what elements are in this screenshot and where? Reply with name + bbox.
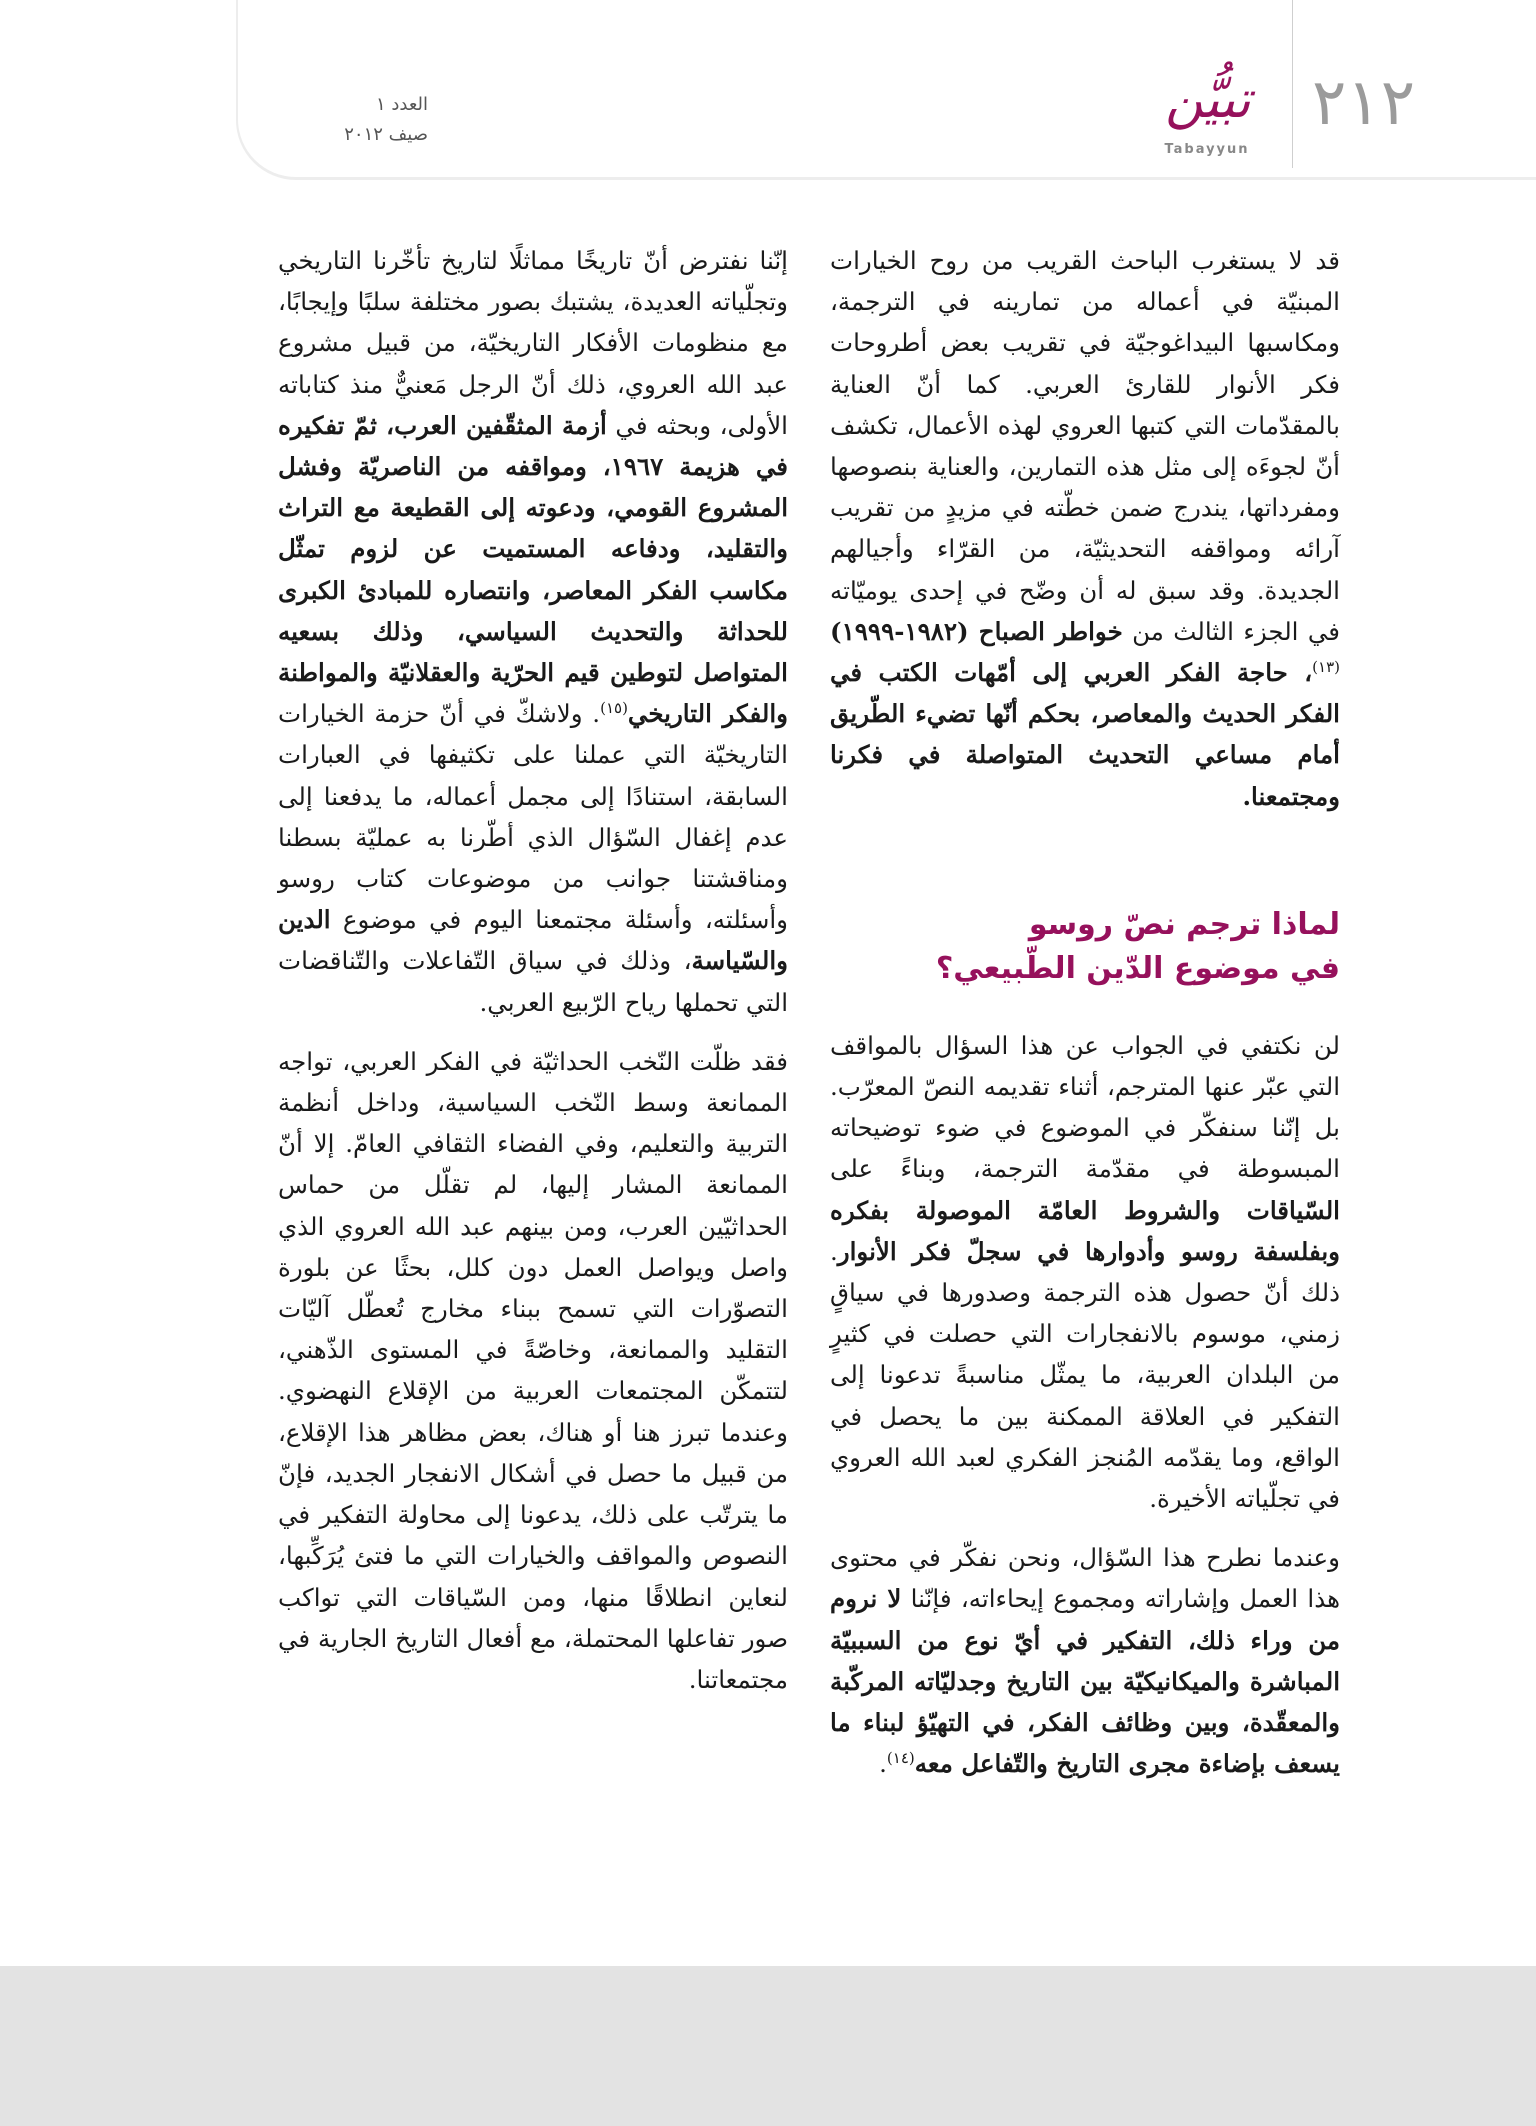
p3-bold: لا نروم من وراء ذلك، التفكير في أيّ نوع من السببيّة المباشرة والميكانيكيّة بين التاريخ وجدليّاته المركّبة والمعقّدة، وبين وظائف الفكر، في التهيّؤ لبناء ما يسعف بإضاءة مجرى التاريخ والتّفاعل معه (830, 1584, 1340, 1779)
header-divider (1292, 0, 1293, 168)
tabayyun-logo (1128, 70, 1278, 170)
lp1-bold-2: الدين والسّياسة (278, 905, 788, 976)
section-title (830, 903, 1340, 991)
section-title-line2: في موضوع الدّين الطّبيعي؟ (935, 950, 1340, 986)
section-title-line1: لماذا ترجم نصّ روسو (1028, 906, 1340, 942)
footer-band (0, 1966, 1536, 2126)
intro-text: قد لا يستغرب الباحث القريب من روح الخيارات المبنيّة في أعماله من تمارينه في الترجمة، ومكاسبها البيداغوجيّة في تقريب بعض أطروحات فكر الأنوار للقارئ العربي. كما أنّ العناية بالمقدّمات التي كتبها العروي لهذه الأعمال، تكشف أنّ لجوءَه إلى مثل هذه التمارين، والعناية بنصوصها ومفرداتها، يندرج ضمن خطّته في مزيدٍ من تقريب آرائه ومواقفه التحديثيّة، من القرّاء وأجيالهم الجديدة. وقد سبق له أن وضّح في إحدى يوميّاته في الجزء الثالث من (830, 246, 1340, 646)
logo-arabic: تبيُّن (1165, 70, 1251, 130)
paragraph-3: وعندما نطرح هذا السّؤال، ونحن نفكّر في محتوى هذا العمل وإشاراته ومجموع إيحاءاته، فإنّنا لا نروم من وراء ذلك، التفكير في أيّ نوع من السببيّة المباشرة والميكانيكيّة بين التاريخ وجدليّاته المركّبة والمعقّدة، وبين وظائف الفكر، في التهيّؤ لبناء ما يسعف بإضاءة مجرى التاريخ والتّفاعل معه$^{(١٤)}$. (830, 1543, 1340, 1779)
footnote-ref-13: ١٣ (1318, 657, 1335, 676)
book-title: خواطر الصباح (١٩٨٢-١٩٩٩) (830, 616, 1123, 646)
lp1-text-f: ، وذلك في سياق التّفاعلات والتّناقضات التي تحملها رياح الرّبيع العربي. (278, 946, 788, 1017)
page-number: ٢١٢ (1312, 66, 1416, 140)
intro-paragraph: قد لا يستغرب الباحث القريب من روح الخيارات المبنيّة في أعماله من تمارينه في الترجمة، ومكاسبها البيداغوجيّة في تقريب بعض أطروحات فكر الأنوار للقارئ العربي. كما أنّ العناية بالمقدّمات التي كتبها العروي لهذه الأعمال، تكشف أنّ لجوءَه إلى مثل هذه التمارين، والعناية بنصوصها ومفرداتها، يندرج ضمن خطّته في مزيدٍ من تقريب آرائه ومواقفه التحديثيّة، من القرّاء وأجيالهم الجديدة. وقد سبق له أن وضّح في إحدى يوميّاته في الجزء الثالث من خواطر الصباح (١٩٨٢-١٩٩٩)$^{(١٣)}$، حاجة الفكر العربي إلى أمّهات الكتب في الفكر الحديث والمعاصر، بحكم أنّها تضيء الطّريق أمام مساعي التحديث المتواصلة في فكرنا ومجتمعنا. (830, 246, 1340, 811)
lp1-text-a: إنّنا نفترض أنّ تاريخًا مماثلًا لتاريخ تأخّرنا التاريخي وتجلّياته العديدة، يشتبك بصور مختلفة سلبًا وإيجابًا، مع منظومات الأفكار التاريخيّة، من قبيل مشروع عبد الله العروي، ذلك أنّ الرجل مَعنيٌّ منذ كتاباته الأولى، وبحثه في (278, 246, 788, 440)
intro-bold: ، حاجة الفكر العربي إلى أمّهات الكتب في الفكر الحديث والمعاصر، بحكم أنّها تضيء الطّريق أمام مساعي التحديث المتواصلة في فكرنا ومجتمعنا. (830, 658, 1340, 811)
paragraph-2 (830, 1025, 1340, 1519)
p2-bold: السّياقات والشروط العامّة الموصولة بفكره وبفلسفة روسو وأدوارها في سجلّ فكر الأنوار (830, 1195, 1340, 1266)
logo-latin: Tabayyun (1164, 142, 1250, 157)
header-panel (238, 0, 1536, 177)
left-paragraph-2: فقد ظلّت النّخب الحداثيّة في الفكر العربي، تواجه الممانعة وسط النّخب السياسية، وداخل أنظمة التربية والتعليم، وفي الفضاء الثقافي العامّ. إلا أنّ الممانعة المشار إليها، لم تقلّل من حماس الحداثيّين العرب، ومن بينهم عبد الله العروي الذي واصل ويواصل العمل دون كلل، بحثًا عن بلورة التصوّرات التي تسمح ببناء مخارج تُعطّل آليّات التقليد والممانعة، وخاصّةً في المستوى الذّهني، لتتمكّن المجتمعات العربية من الإقلاع النهضوي. وعندما تبرز هنا أو هناك، بعض مظاهر هذا الإقلاع، من قبيل ما حصل في أشكال الانفجار الجديد، فإنّ ما يترتّب على ذلك، يدعونا إلى محاولة التفكير في النصوص والمواقف والخيارات التي ما فتئ يُرَكِّبها، لنعاين انطلاقًا منها، ومن السّياقات التي تواكب صور تفاعلها المحتملة، مع أفعال التاريخ الجارية في مجتمعاتنا. (278, 1046, 788, 1694)
footnote-ref-15: ١٥ (605, 699, 623, 718)
p2-text-c: . ذلك أنّ حصول هذه الترجمة وصدورها في سياقٍ زمني، موسوم بالانفجارات التي حصلت في كثيرٍ من البلدان العربية، ما يمثّل مناسبةً تدعونا إلى التفكير في العلاقة الممكنة بين ما يحصل في الواقع، وما يقدّمه المُنجز الفكري لعبد الله العروي في تجلّياته الأخيرة. (830, 1236, 1340, 1514)
issue-info (278, 90, 428, 150)
p3-text-a: وعندما نطرح هذا السّؤال، ونحن نفكّر في محتوى هذا العمل وإشاراته ومجموع إيحاءاته، فإنّنا (830, 1543, 1340, 1614)
page-header (236, 0, 1536, 180)
footnote-ref-14: ١٤ (892, 1749, 909, 1768)
p2-text-a: لن نكتفي في الجواب عن هذا السؤال بالمواقف التي عبّر عنها المترجم، أثناء تقديمه النصّ المعرّب. بل إنّنا سنفكّر في الموضوع في ضوء توضيحاته المبسوطة في مقدّمة الترجمة، وبناءً على (830, 1030, 1340, 1184)
issue-date: صيف ٢٠١٢ (344, 124, 428, 145)
issue-label: العدد ١ (375, 94, 428, 115)
lp1-text-d: . ولاشكّ في أنّ حزمة الخيارات التاريخيّة التي عملنا على تكثيفها في العبارات السابقة، استنادًا إلى مجمل أعماله، ما يدفعنا إلى عدم إغفال السّؤال الذي أطّرنا به عمليّة بسطنا ومناقشتنا جوانب من موضوعات كتاب روسو وأسئلته، وأسئلة مجتمعنا اليوم في موضوع (278, 699, 788, 935)
left-paragraph-1: إنّنا نفترض أنّ تاريخًا مماثلًا لتاريخ تأخّرنا التاريخي وتجلّياته العديدة، يشتبك بصور مختلفة سلبًا وإيجابًا، مع منظومات الأفكار التاريخيّة، من قبيل مشروع عبد الله العروي، ذلك أنّ الرجل مَعنيٌّ منذ كتاباته الأولى، وبحثه في أزمة المثقّفين العرب، ثمّ تفكيره في هزيمة ١٩٦٧، ومواقفه من الناصريّة وفشل المشروع القومي، ودعوته إلى القطيعة مع التراث والتقليد، ودفاعه المستميت عن لزوم تمثّل مكاسب الفكر المعاصر، وانتصاره للمبادئ الكبرى للحداثة والتحديث السياسي، وذلك بسعيه المتواصل لتوطين قيم الحرّية والعقلانيّة والمواطنة والفكر التاريخي$^{(١٥)}$. ولاشكّ في أنّ حزمة الخيارات التاريخيّة التي عملنا على تكثيفها في العبارات السابقة، استنادًا إلى مجمل أعماله، ما يدفعنا إلى عدم إغفال السّؤال الذي أطّرنا به عمليّة بسطنا ومناقشتنا جوانب من موضوعات كتاب روسو وأسئلته، وأسئلة مجتمعنا اليوم في موضوع الدين والسّياسة، وذلك في سياق التّفاعلات والتّناقضات التي تحملها رياح الرّبيع العربي. (278, 246, 788, 1017)
p3-end: . (879, 1749, 887, 1779)
lp1-bold: أزمة المثقّفين العرب، ثمّ تفكيره في هزيمة ١٩٦٧، ومواقفه من الناصريّة وفشل المشروع القومي، ودعوته إلى القطيعة مع التراث والتقليد، ودفاعه المستميت عن لزوم تمثّل مكاسب الفكر المعاصر، وانتصاره للمبادئ الكبرى للحداثة والتحديث السياسي، وذلك بسعيه المتواصل لتوطين قيم الحرّية والعقلانيّة والمواطنة والفكر التاريخي (278, 410, 788, 729)
page-margin (0, 0, 236, 1966)
right-column (830, 240, 1340, 1785)
left-column (278, 240, 788, 1700)
